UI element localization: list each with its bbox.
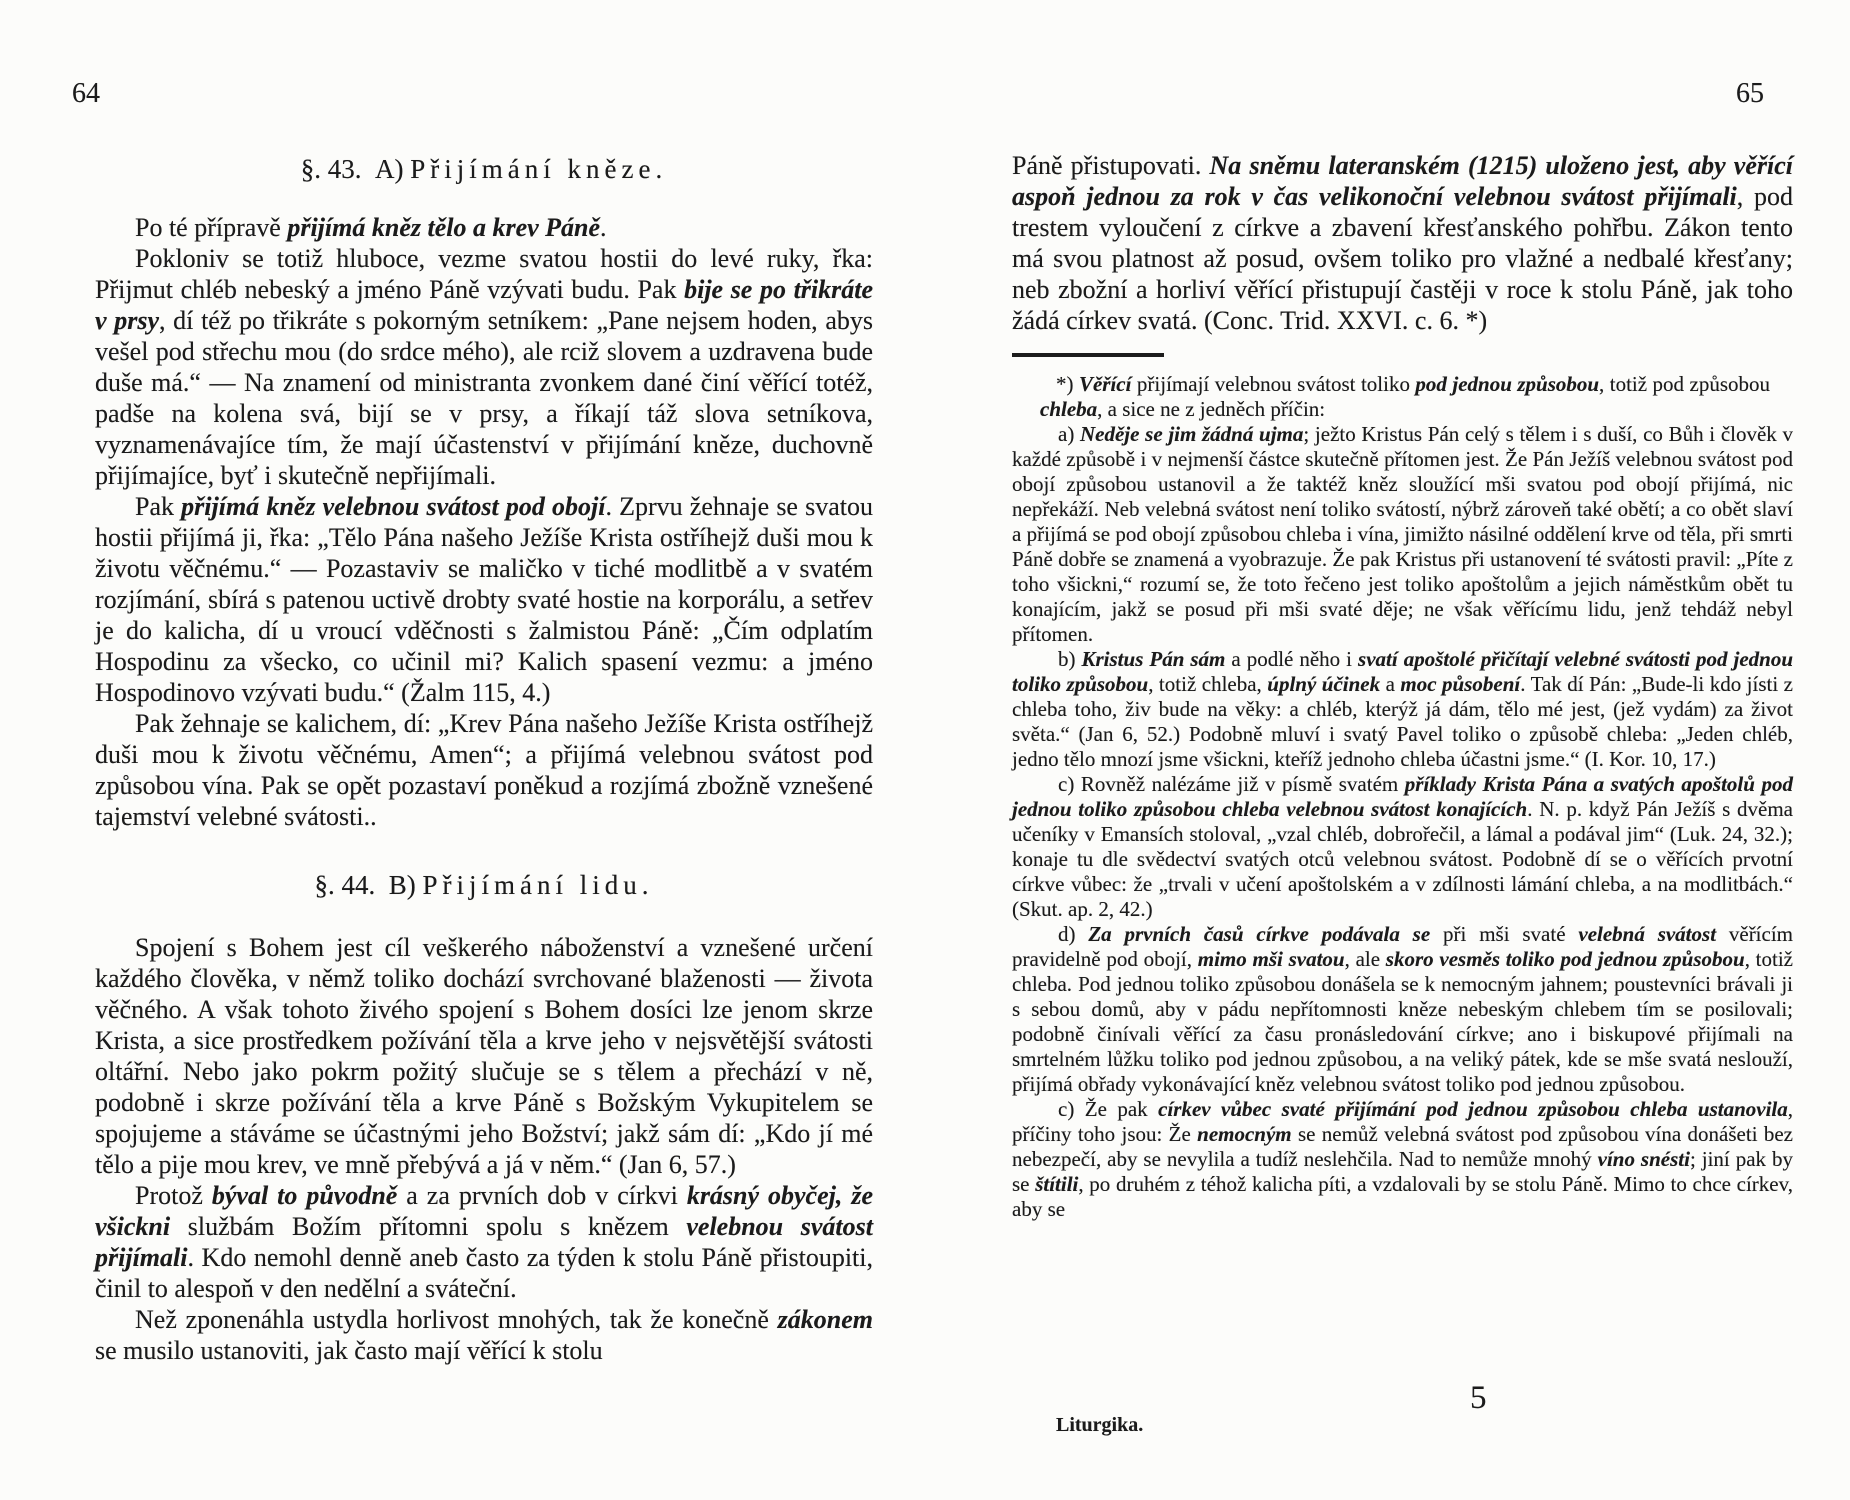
text-run: c) Že pak xyxy=(1058,1097,1159,1121)
emphasis-text-run: Na sněmu lateranském (1215) uloženo jest, aby věřící aspoň jednou za rok v čas velikonoční velebnou svátost přijímali xyxy=(1012,151,1793,211)
text-run: , příčiny toho jsou: Že xyxy=(1012,1097,1793,1146)
emphasis-text-run: skoro vesměs toliko pod jednou způsobou xyxy=(1385,947,1745,971)
text-run: §. 43. A) xyxy=(300,154,411,184)
page-number-left: 64 xyxy=(72,78,100,109)
footnote-paragraph xyxy=(1040,372,1770,422)
text-run: . Kdo nemohl denně aneb často za týden k stolu Páně přistoupiti, činil to alespoň v den nedělní a sváteční. xyxy=(95,1243,873,1303)
letterspaced-text-run: Přijímání kněze. xyxy=(410,154,668,184)
footnote-paragraph xyxy=(1012,422,1793,647)
right-page-main-text xyxy=(1012,150,1793,336)
emphasis-text-run: úplný účinek xyxy=(1267,672,1381,696)
footnote-paragraph xyxy=(1012,647,1793,772)
emphasis-text-run: býval to původně xyxy=(211,1181,398,1210)
emphasis-text-run: příklady Krista Pána a svatých apoštolů pod jednou toliko způsobou chleba velebnou svátost konajících xyxy=(1012,772,1794,821)
text-run: Spojení s Bohem jest cíl veškerého náboženství a vznešené určení každého člověka, v němž toliko dochází svrchované blaženosti — života věčného. A však tohoto živého spojení s Bohem dosíci lze jenom skrze Krista, a sice prostředkem požívání těla a krve jeho v nejsvětější svátosti oltářní. Nebo jako pokrm požitý slučuje se s tělem a přechází v ně, podobně i skrze požívání těla a krve Páně s Božským Vykupitelem se spojujeme a stáváme se účastnými jeho Božství; jakž sám dí: „Kdo jí mé tělo a pije mou krev, ve mně přebývá a já v něm.“ (Jan 6, 57.) xyxy=(95,933,873,1179)
text-run: a za prvních dob v církvi xyxy=(397,1181,687,1210)
text-run: , pod trestem vyloučení z církve a zbavení křesťanského pohřbu. Zákon tento má svou platnost až posud, ovšem toliko pro vlažné a nedbalé křesťany; neb zbožní a horliví věřící přistupují častěji v roce k stolu Páně, jak toho žádá církev svatá. (Conc. Trid. XXVI. c. 6. *) xyxy=(1012,182,1793,335)
paragraph xyxy=(95,491,873,708)
signature-title: Liturgika. xyxy=(1056,1414,1144,1436)
emphasis-text-run: velebnou svátost přijímali xyxy=(95,1212,873,1272)
emphasis-text-run: štítili xyxy=(1035,1172,1079,1196)
text-run: b) xyxy=(1058,647,1082,671)
text-run: , totiž pod způsobou xyxy=(1599,372,1770,396)
text-run: Pokloniv se totiž hluboce, vezme svatou hostii do levé ruky, řka: Přijmut chléb nebeský a jméno Páně vzývati budu. Pak xyxy=(95,244,873,304)
text-run: a xyxy=(1380,672,1401,696)
page-number-right: 65 xyxy=(1736,78,1764,109)
text-run: ; ježto Kristus Pán celý s tělem i s duší, co Bůh i člověk v každé způsobě i v nejmenší částce skutečně přítomen jest. Že Pán Ježíš velebnou svátost pod obojí způsobou ustanovil a že taktéž kněz sloužící mši svatou pod obojí přijímá, nic nepřekáží. Neb velebná svátost není toliko svátostí, nýbrž zároveň také obětí; a co obět slaví a přijímá se pod obojí způsobou chleba i vína, jimižto násilné oddělení krve od těla, při smrti Páně dobře se znamená a vyobrazuje. Že pak Kristus při ustanovení té svátosti pravil: „Píte z toho všickni,“ rozumí se, že toto řečeno jest toliko apoštolům a jejich náměstkům obět tu konajícím, jakž se posud při mši svaté děje; ne však věřícímu lidu, jenž tehdáž nebyl přítomen. xyxy=(1012,422,1793,646)
paragraph xyxy=(95,708,873,832)
emphasis-text-run: přijímá kněz velebnou svátost pod obojí xyxy=(181,492,606,521)
text-run: přijímají velebnou svátost toliko xyxy=(1131,372,1416,396)
text-run: se nemůž velebná svátost pod způsobou vína donášeti bez nebezpečí, aby se nevylila a tudíž neslehčila. Nad to nemůže mnohý xyxy=(1012,1122,1793,1171)
emphasis-text-run: Za prvních časů církve podávala se xyxy=(1088,922,1431,946)
text-run: , dí též po třikráte s pokorným setníkem: „Pane nejsem hoden, abys vešel pod střechu mou (do srdce mého), ale rciž slovem a uzdravena bude duše má.“ — Na znamení od ministranta zvonkem dané činí věřící totéž, padše na kolena svá, bijí se v prsy, a říkají táž slova setníkova, vyznamenávajíce tím, že mají účastenství v přijímání kněze, duchovně přijímajíce, byť i skutečně nepřijímali. xyxy=(95,306,873,490)
paragraph xyxy=(95,243,873,491)
paragraph xyxy=(95,932,873,1180)
emphasis-text-run: velebná svátost xyxy=(1578,922,1717,946)
text-run: Pak žehnaje se kalichem, dí: „Krev Pána našeho Ježíše Krista ostříhejž duši mou k životu věčnému, Amen“; a přijímá velebnou svátost pod způsobou vína. Pak se opět pozastaví poněkud a rozjímá zbožně vznešené tajemství velebné svátosti.. xyxy=(95,709,873,831)
emphasis-text-run: krásný obyčej, že všickni xyxy=(95,1181,873,1241)
sheet-number: 5 xyxy=(1470,1380,1487,1416)
emphasis-text-run: Neděje se jim žádná ujma xyxy=(1080,422,1304,446)
emphasis-text-run: mimo mši svatou xyxy=(1197,947,1345,971)
emphasis-text-run: pod jednou způsobou xyxy=(1415,372,1600,396)
text-run: Pak xyxy=(135,492,182,521)
text-run: při mši svaté xyxy=(1430,922,1579,946)
paragraph xyxy=(95,212,873,243)
text-run: Po té přípravě xyxy=(135,213,288,242)
emphasis-text-run: Kristus Pán sám xyxy=(1081,647,1226,671)
text-run: ; jiní pak by se xyxy=(1012,1147,1793,1196)
text-run: c) Rovněž nalézáme již v písmě svatém xyxy=(1058,772,1405,796)
paragraph xyxy=(1012,150,1793,336)
text-run: , totiž chleba. Pod jednou toliko způsobou donášela se k nemocným jahnem; poustevníci brávali ji s sebou domů, aby v pádu nepřítomnosti kněze nebeským chlebem tím se posilovali; podobně činívali věřící za času pronásledování církve; ano i biskupové přijímali na smrtelném lůžku toliko pod jednou způsobou, a na veliký pátek, kde se mše svatá neslouží, přijímá obřady vykonávající kněz velebnou svátost toliko pod jednou způsobou. xyxy=(1012,947,1793,1096)
text-run: Páně přistupovati. xyxy=(1012,151,1210,180)
footnote-paragraph xyxy=(1012,922,1793,1097)
text-run: službám Božím přítomni spolu s knězem xyxy=(170,1212,687,1241)
text-run: a) xyxy=(1058,422,1080,446)
paragraph xyxy=(95,1304,873,1366)
text-run: . Zprvu žehnaje se svatou hostii přijímá ji, řka: „Tělo Pána našeho Ježíše Krista ostříhejž duši mou k životu věčnému.“ — Pozastaviv se maličko v tiché modlitbě a v svatém rozjímání, sbírá s patenou uctivě drobty svaté hostie na korporálu, a setřev je do kalicha, dí u vroucí vděčnosti s žalmistou Páně: „Čím odplatím Hospodinu za všecko, co učinil mi? Kalich spasení vezmu: a jméno Hospodinovo vzývati budu.“ (Žalm 115, 4.) xyxy=(95,492,873,707)
footnote-separator-rule xyxy=(1012,353,1164,357)
text-run: , a sice ne z jedněch příčin: xyxy=(1097,397,1326,421)
letterspaced-text-run: Přijímání lidu. xyxy=(422,870,654,900)
text-run: , ale xyxy=(1344,947,1386,971)
emphasis-text-run: bije se po třikráte v prsy xyxy=(95,275,874,335)
text-run: se musilo ustanoviti, jak často mají věřící k stolu xyxy=(95,1336,603,1365)
footnote-paragraph xyxy=(1012,1097,1793,1222)
text-run: . N. p. když Pán Ježíš s dvěma učeníky v Emansích stoloval, „vzal chléb, dobrořečil, a lámal a podával jim“ (Luk. 24, 32.); konaje tu dle svědectví svatých otců velebnou svátost. Podobně dí se o věřících prvotní církve vůbec: že „trvali v učení apoštolském a v zdílnosti lámání chleba, a na modlitbách.“ (Skut. ap. 2, 42.) xyxy=(1012,797,1793,921)
text-run: *) xyxy=(1056,372,1079,396)
text-run: Než zponenáhla ustydla horlivost mnohých, tak že konečně xyxy=(135,1305,778,1334)
text-run: , po druhém z téhož kalicha píti, a vzdalovali by se stolu Páně. Mimo to chce církev, aby se xyxy=(1012,1172,1794,1221)
text-run: Protož xyxy=(135,1181,212,1210)
emphasis-text-run: moc působení xyxy=(1400,672,1521,696)
paragraph xyxy=(95,1180,873,1304)
footnote-paragraph xyxy=(1012,772,1793,922)
section-heading xyxy=(95,154,873,184)
emphasis-text-run: svatí apoštolé přičítají velebné svátosti pod jednou toliko způsobou xyxy=(1012,647,1793,696)
text-run: věřícím pravidelně pod obojí, xyxy=(1012,922,1794,971)
section-heading xyxy=(95,870,873,900)
emphasis-text-run: nemocným xyxy=(1197,1122,1292,1146)
text-run: §. 44. B) xyxy=(314,870,423,900)
text-run: . xyxy=(600,213,607,242)
footnotes-block xyxy=(1012,372,1793,1222)
emphasis-text-run: církev vůbec svaté přijímání pod jednou způsobou chleba ustanovila xyxy=(1158,1097,1788,1121)
text-run: . Tak dí Pán: „Bude-li kdo jísti z chleba toho, živ bude na věky: a chléb, kterýž já dám, tělo mé jest, (jež vydám) za život světa.“ (Jan 6, 52.) Podobně mluví i svatý Pavel toliko o způsobě chleba: „Jeden chléb, jedno tělo mnozí jsme všickni, kteříž jednoho chleba účastni jsme.“ (I. Kor. 10, 17.) xyxy=(1012,672,1793,771)
text-run: d) xyxy=(1058,922,1089,946)
text-run: a podlé něho i xyxy=(1225,647,1359,671)
emphasis-text-run: Věřící xyxy=(1078,372,1132,396)
emphasis-text-run: zákonem xyxy=(777,1305,873,1334)
emphasis-text-run: víno snésti xyxy=(1597,1147,1690,1171)
right-page-text-column xyxy=(1012,150,1793,1222)
emphasis-text-run: chleba xyxy=(1040,397,1098,421)
left-page-text-column xyxy=(95,150,873,1366)
text-run: , totiž chleba, xyxy=(1148,672,1268,696)
emphasis-text-run: přijímá kněz tělo a krev Páně xyxy=(287,213,601,242)
